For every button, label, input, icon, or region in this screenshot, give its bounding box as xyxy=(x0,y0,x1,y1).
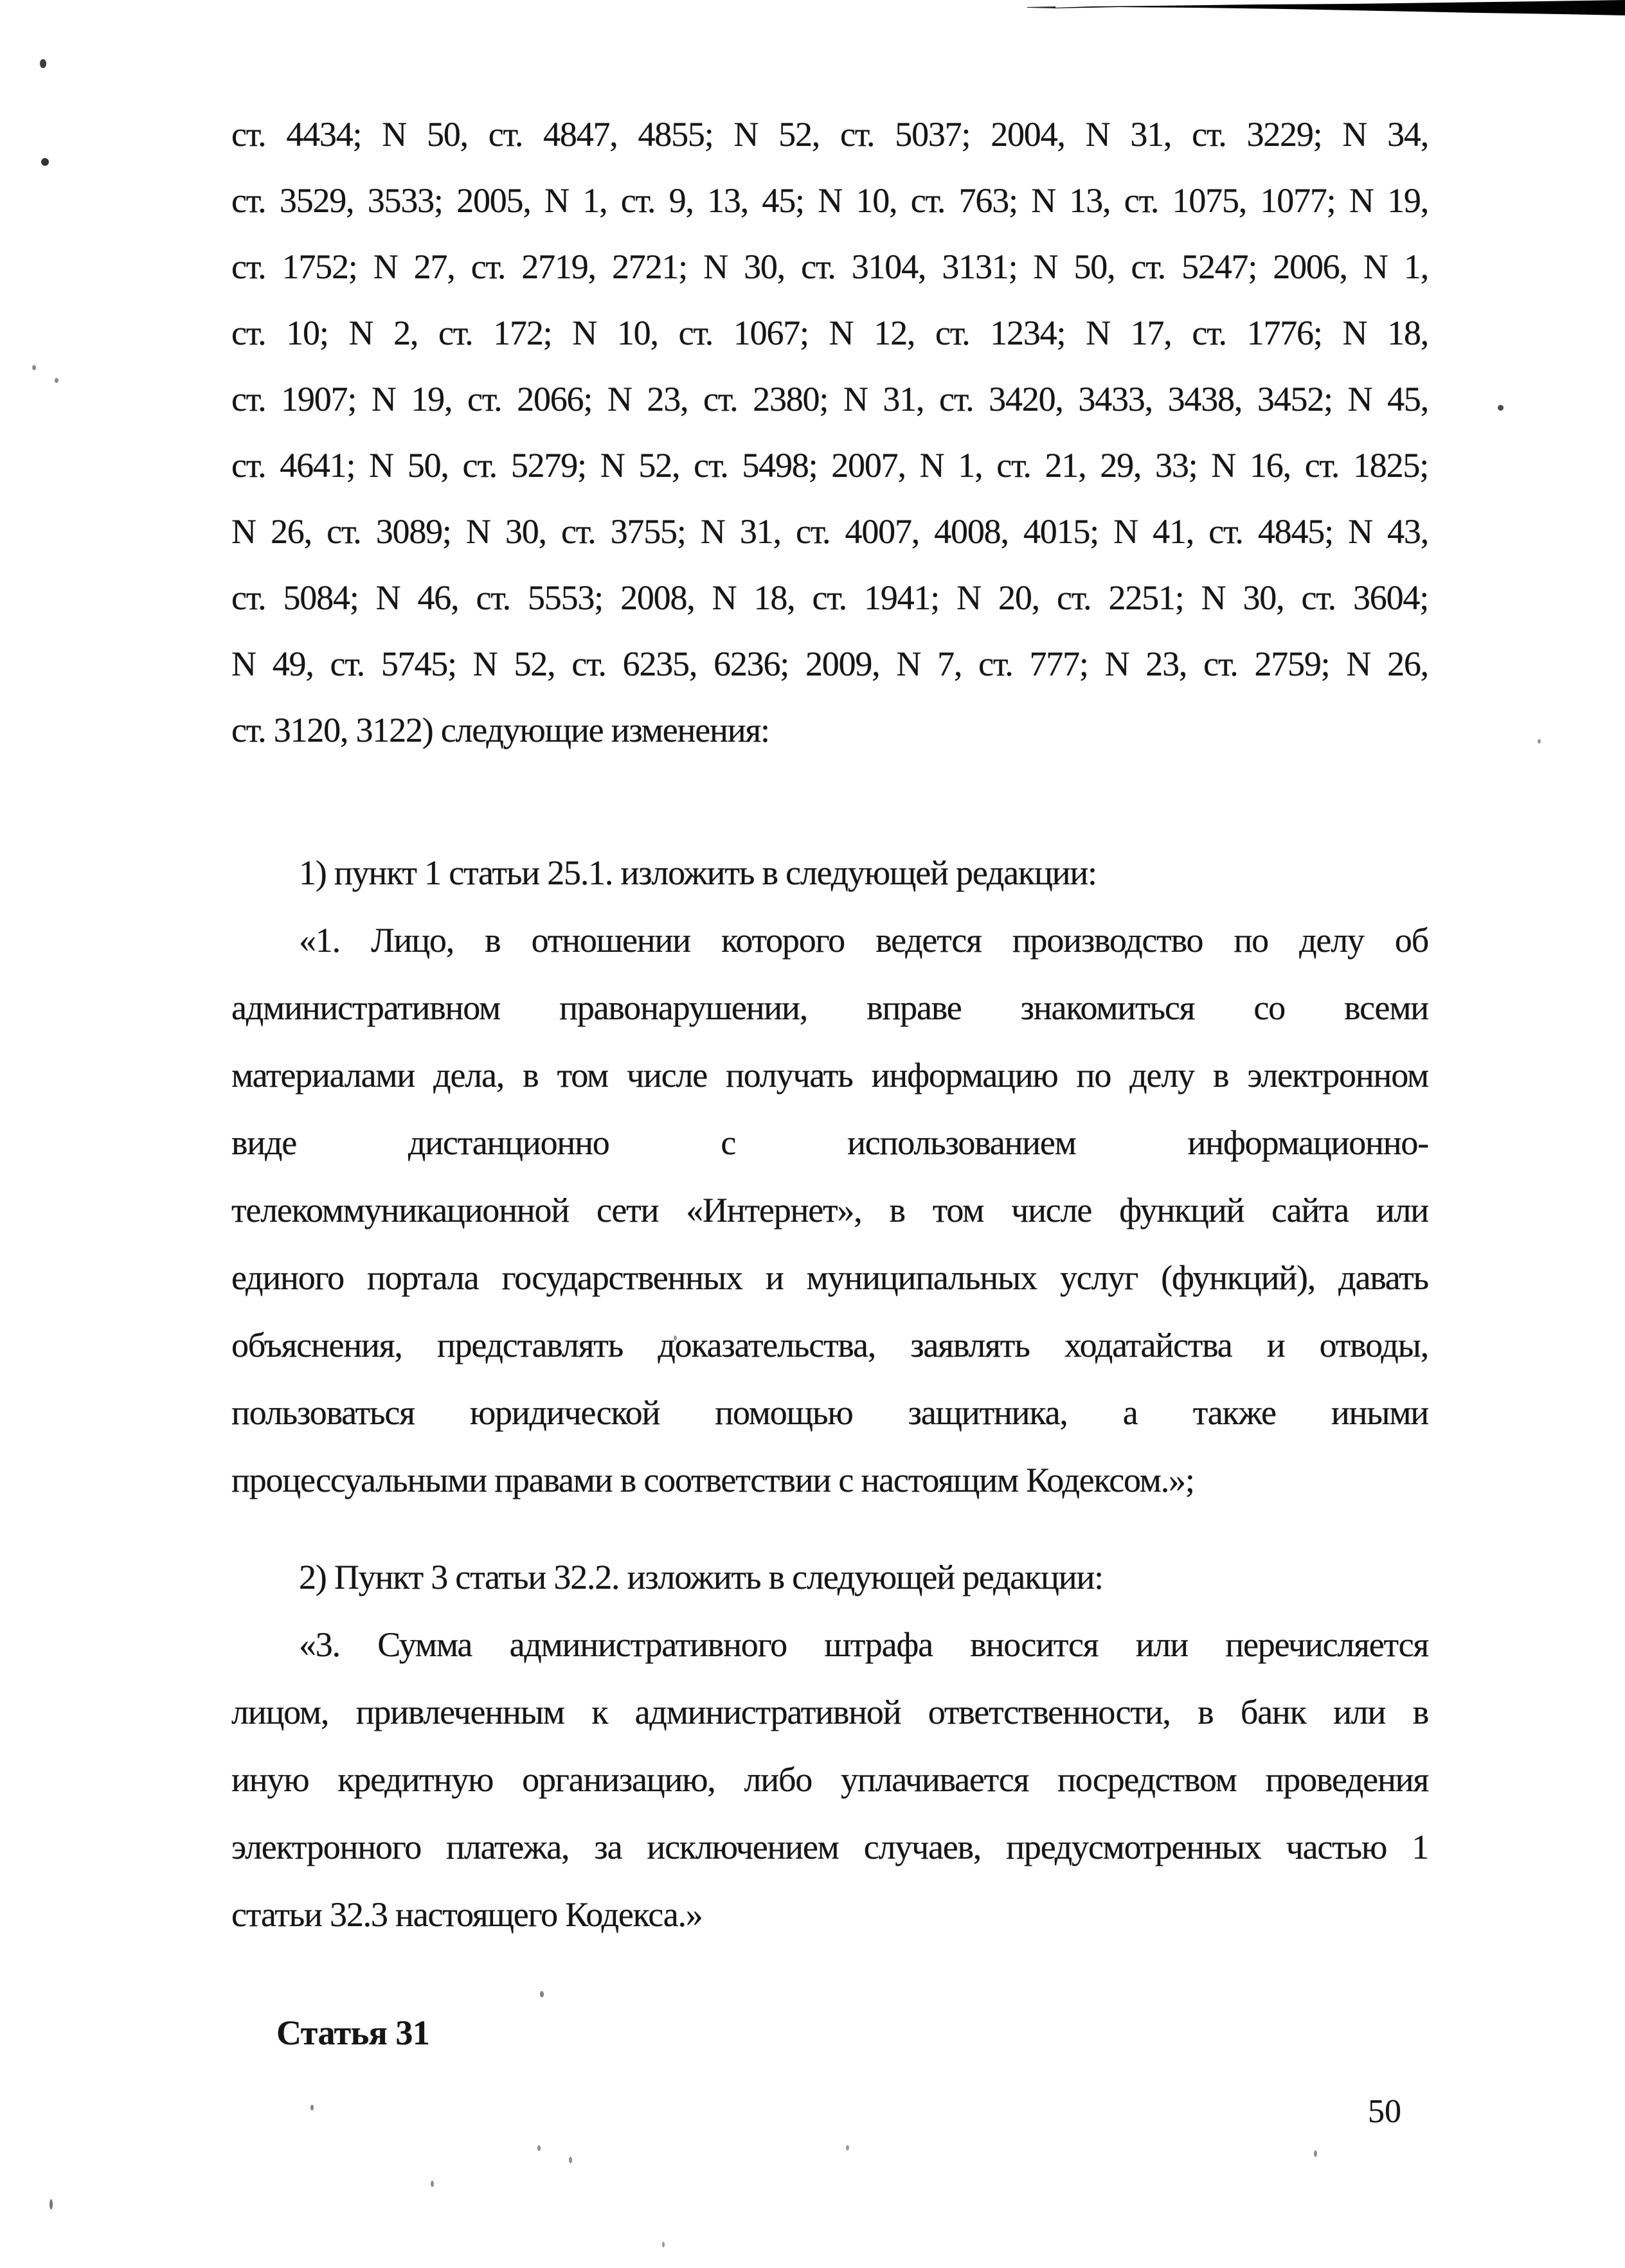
scan-speck xyxy=(310,2105,314,2111)
text-line: процессуальными правами в соответствии с настоящим Кодексом.»; xyxy=(231,1461,1194,1499)
text-line: ст. 4434; N 50, ст. 4847, 4855; N 52, ст. 5037; 2004, N 31, ст. 3229; N 34, xyxy=(231,115,1428,154)
text-line: электронного платежа, за исключением случаев, предусмотренных частью 1 xyxy=(231,1828,1428,1866)
paragraph-item2-text xyxy=(231,1611,1428,1949)
scan-speck xyxy=(40,59,46,68)
text-line: материалами дела, в том числе получать информацию по делу в электронном xyxy=(231,1056,1428,1094)
scan-speck xyxy=(32,365,36,370)
scan-speck xyxy=(1314,2150,1317,2157)
text-line: ст. 1907; N 19, ст. 2066; N 23, ст. 2380; N 31, ст. 3420, 3433, 3438, 3452; N 45, xyxy=(231,380,1428,418)
text-line: телекоммуникационной сети «Интернет», в том числе функций сайта или xyxy=(231,1191,1428,1229)
scan-speck xyxy=(537,2145,541,2151)
text-line: «1. Лицо, в отношении которого ведется производство по делу об xyxy=(299,921,1428,960)
text-line: административном правонарушении, вправе знакомиться со всеми xyxy=(231,988,1428,1027)
text-line: «3. Сумма административного штрафа вносится или перечисляется xyxy=(299,1625,1428,1664)
text-line: статьи 32.3 настоящего Кодекса.» xyxy=(231,1895,703,1934)
scan-speck xyxy=(846,2145,849,2150)
paragraph-item2-intro xyxy=(231,1544,1428,1611)
scan-speck xyxy=(55,378,58,383)
text-line: N 49, ст. 5745; N 52, ст. 6235, 6236; 2009, N 7, ст. 777; N 23, ст. 2759; N 26, xyxy=(231,645,1428,683)
text-line: лицом, привлеченным к административной ответственности, в банк или в xyxy=(231,1693,1428,1731)
document-body xyxy=(231,102,1428,2052)
scan-speck xyxy=(49,2199,53,2210)
text-line: пользоваться юридической помощью защитника, а также иными xyxy=(231,1393,1428,1432)
scan-speck xyxy=(1498,405,1504,411)
scan-speck xyxy=(662,2242,665,2247)
text-line: ст. 5084; N 46, ст. 5553; 2008, N 18, ст. 1941; N 20, ст. 2251; N 30, ст. 3604; xyxy=(231,578,1428,617)
scan-speck xyxy=(41,158,49,166)
text-line: ст. 3529, 3533; 2005, N 1, ст. 9, 13, 45; N 10, ст. 763; N 13, ст. 1075, 1077; N 19, xyxy=(231,181,1428,220)
text-line: ст. 4641; N 50, ст. 5279; N 52, ст. 5498; 2007, N 1, ст. 21, 29, 33; N 16, ст. 1825; xyxy=(231,446,1428,485)
paragraph-item1-intro xyxy=(231,839,1428,907)
article-heading: Статья 31 xyxy=(276,2014,430,2052)
scan-speck xyxy=(1538,739,1541,744)
text-line: объяснения, представлять доказательства, заявлять ходатайства и отводы, xyxy=(231,1326,1428,1364)
text-line: виде дистанционно с использованием информационно- xyxy=(231,1123,1428,1162)
text-line: ст. 10; N 2, ст. 172; N 10, ст. 1067; N 12, ст. 1234; N 17, ст. 1776; N 18, xyxy=(231,314,1428,352)
scan-streak-top-right xyxy=(0,0,1625,19)
page-number: 50 xyxy=(1368,2093,1401,2130)
text-line: 1) пункт 1 статьи 25.1. изложить в следующей редакции: xyxy=(299,853,1097,892)
text-line: ст. 1752; N 27, ст. 2719, 2721; N 30, ст. 3104, 3131; N 50, ст. 5247; 2006, N 1, xyxy=(231,247,1428,286)
text-line: 2) Пункт 3 статьи 32.2. изложить в следующей редакции: xyxy=(299,1558,1103,1596)
text-line: N 26, ст. 3089; N 30, ст. 3755; N 31, ст. 4007, 4008, 4015; N 41, ст. 4845; N 43, xyxy=(231,512,1428,551)
text-line: ст. 3120, 3122) следующие изменения: xyxy=(231,711,769,749)
text-line: иную кредитную организацию, либо уплачивается посредством проведения xyxy=(231,1760,1428,1799)
paragraph-item1-text xyxy=(231,907,1428,1514)
paragraph-amendment-sources xyxy=(231,102,1428,763)
text-line: единого портала государственных и муниципальных услуг (функций), давать xyxy=(231,1258,1428,1297)
scan-speck xyxy=(569,2157,572,2163)
scan-speck xyxy=(431,2181,434,2187)
